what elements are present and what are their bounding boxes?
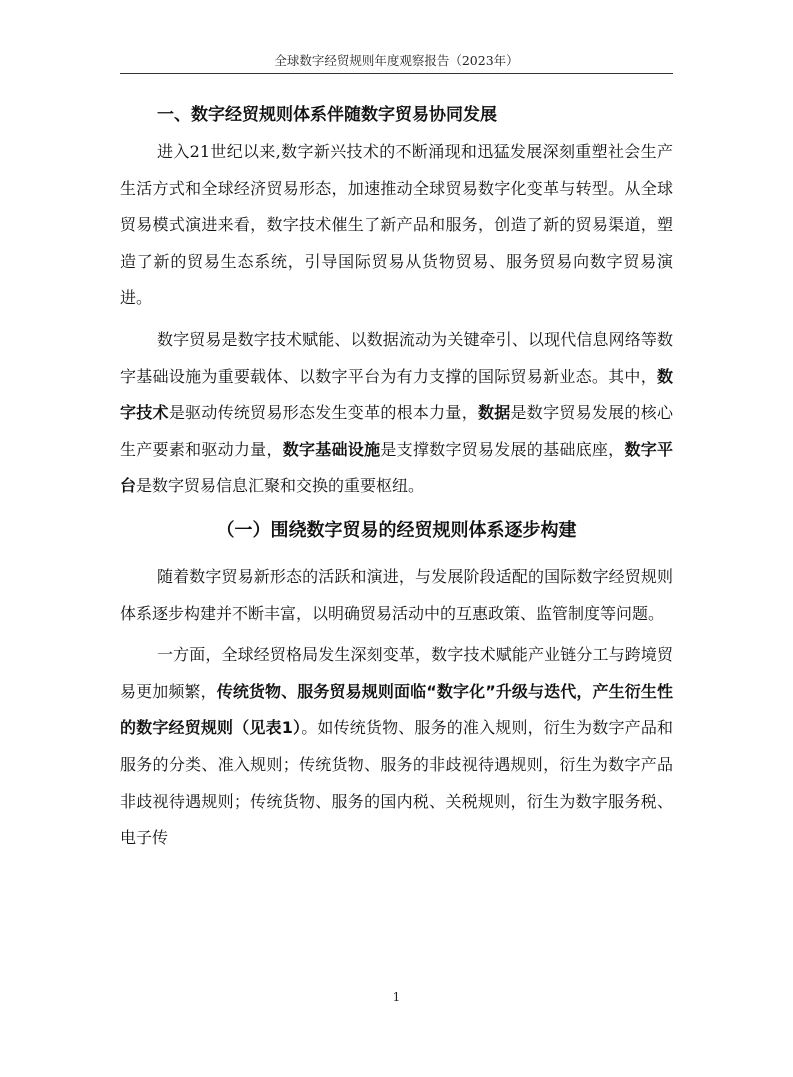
page-number: 1 [392, 990, 401, 1004]
emphasis-rule-upgrade: 传统货物、服务贸易规则面临“数字化”升级与迭代，产生衍生性的数字经贸规则（见表1） [120, 681, 673, 738]
paragraph-1: 进入21世纪以来,数字新兴技术的不断涌现和迅猛发展深刻重塑社会生产生活方式和全球经济贸易形态，加速推动全球贸易数字化变革与转型。从全球贸易模式演进来看，数字技术催生了新产品和服务，创造了新的贸易渠道，塑造了新的贸易生态系统，引导国际贸易从货物贸易、服务贸易向数字贸易演进。 [120, 142, 673, 308]
paragraph-2-text: 是驱动传统贸易形态发生变革的根本力量， [168, 403, 478, 423]
page-body [120, 98, 673, 862]
section-heading: 一、数字经贸规则体系伴随数字贸易协同发展 [157, 105, 497, 125]
paragraph-2-text: 是数字贸易信息汇聚和交换的重要枢纽。 [136, 476, 425, 496]
term-digital-platform: 数字平台 [120, 439, 673, 496]
paragraph-4-text: 一方面，全球经贸格局发生深刻变革，数字技术赋能产业链分工与跨境贸易更加频繁， [120, 645, 673, 701]
running-header: 全球数字经贸规则年度观察报告（2023年） [274, 53, 519, 68]
term-digital-technology: 数字技术 [120, 366, 673, 423]
subsection-heading: （一）围绕数字贸易的经贸规则体系逐步构建 [216, 519, 577, 541]
paragraph-4 [120, 637, 673, 857]
paragraph-2-text: 数字贸易是数字技术赋能、以数据流动为关键牵引、以现代信息网络等数字基础设施为重要载体、以数字平台为有力支撑的国际贸易新业态。其中， [120, 329, 673, 386]
term-data: 数据 [477, 403, 511, 423]
term-digital-infrastructure: 数字基础设施 [282, 439, 381, 459]
paragraph-2-text: 是数字贸易发展的核心生产要素和驱动力量， [120, 403, 673, 459]
paragraph-3: 随着数字贸易新形态的活跃和演进，与发展阶段适配的国际数字经贸规则体系逐步构建并不断丰富，以明确贸易活动中的互惠政策、监管制度等问题。 [120, 566, 673, 623]
paragraph-2-text: 是支撑数字贸易发展的基础底座， [380, 439, 625, 459]
header-divider [120, 73, 673, 74]
paragraph-2 [120, 322, 673, 505]
paragraph-4-text: 。如传统货物、服务的准入规则，衍生为数字产品和服务的分类、准入规则；传统货物、服务的非歧视待遇规则，衍生为数字产品非歧视待遇规则；传统货物、服务的国内税、关税规则，衍生为数字服务税、电子传 [120, 718, 673, 848]
